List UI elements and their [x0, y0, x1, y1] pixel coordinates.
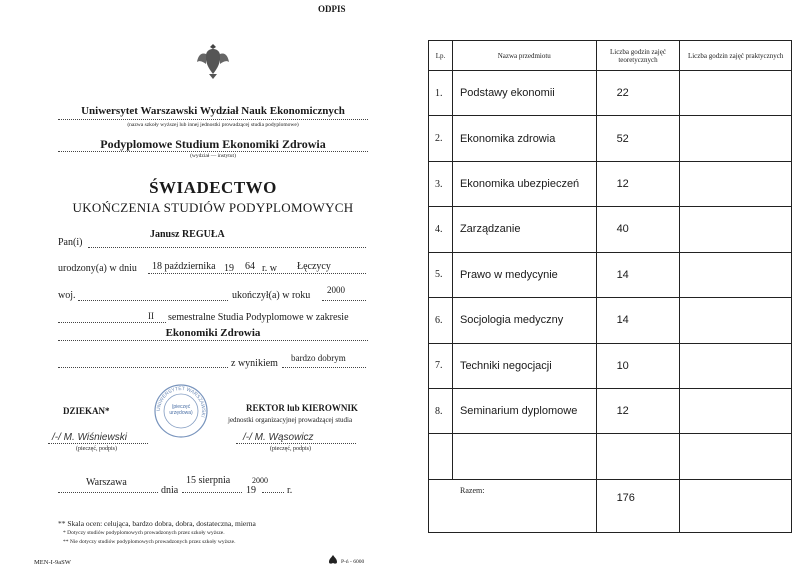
row-subject [452, 434, 596, 479]
row-subject: Techniki negocjacji [452, 343, 596, 388]
dotted-line [88, 247, 366, 248]
dotted-line [78, 300, 228, 301]
row-lp: 5. [429, 252, 453, 297]
table-row [429, 252, 792, 297]
woj-label: woj. [58, 290, 76, 301]
table-row [429, 343, 792, 388]
born-year: 64 [245, 261, 255, 272]
born-in-label: r. w [262, 263, 277, 274]
faculty-name: Podyplomowe Studium Ekonomiki Zdrowia [100, 137, 326, 151]
result-value: bardzo dobrym [291, 353, 346, 363]
row-practice-hours [680, 388, 792, 433]
row-practice-hours [680, 207, 792, 252]
table-row [429, 298, 792, 343]
header-theory-hours: Liczba godzin zajęć teoretycznych [596, 41, 680, 71]
row-lp: 4. [429, 207, 453, 252]
issue-date: 15 sierpnia [186, 475, 231, 486]
dotted-line [182, 492, 242, 493]
row-lp [429, 434, 453, 479]
university-name: Uniwersytet Warszawski Wydział Nauk Ekonomicznych [81, 105, 345, 117]
row-lp: 3. [429, 161, 453, 206]
dotted-line [58, 151, 368, 152]
born-place: Łęczycy [297, 261, 331, 272]
dotted-line [322, 300, 366, 301]
dotted-line [262, 492, 284, 493]
completed-label: ukończył(a) w roku [232, 290, 311, 301]
rector-signature: /-/ M. Wąsowicz [243, 432, 314, 443]
year-prefix: 19 [224, 263, 234, 274]
rector-sign-note: (pieczęć, podpis) [270, 446, 311, 452]
rector-label: REKTOR lub KIEROWNIK [246, 403, 358, 413]
row-subject: Ekonomika ubezpieczeń [452, 161, 596, 206]
document-subtitle: UKOŃCZENIA STUDIÓW PODYPLOMOWYCH [72, 200, 354, 215]
table-row-empty [429, 434, 792, 479]
dotted-line [282, 367, 366, 368]
row-practice-hours [680, 298, 792, 343]
rector-note: jednostki organizacyjnej prowadzącej studia [228, 416, 353, 424]
issue-year: 2000 [252, 476, 268, 485]
faculty-note: (wydział — instytut) [190, 153, 236, 159]
row-practice-hours [680, 252, 792, 297]
holder-name: Janusz REGUŁA [150, 229, 225, 240]
row-lp: 1. [429, 71, 453, 116]
row-lp: 7. [429, 343, 453, 388]
row-practice-hours [680, 116, 792, 161]
dotted-line [58, 322, 166, 323]
row-lp: 2. [429, 116, 453, 161]
born-label: urodzony(a) w dniu [58, 263, 137, 274]
footnote-2: ** Nie dotyczy studiów podyplomowych prowadzonych przez szkoły wyższe. [63, 539, 236, 545]
document-title: ŚWIADECTWO [149, 178, 277, 197]
dotted-line [148, 273, 366, 274]
header-practice-hours: Liczba godzin zajęć praktycznych [680, 41, 792, 71]
university-note: (nazwa szkoły wyższej lub innej jednostki prowadzącej studia podyplomowe) [127, 122, 299, 128]
row-subject: Ekonomika zdrowia [452, 116, 596, 161]
row-subject: Zarządzanie [452, 207, 596, 252]
semesters-text: semestralne Studia Podyplomowe w zakresie [168, 312, 349, 323]
row-theory-hours: 40 [596, 207, 680, 252]
print-code: P-ń - 6000 [341, 559, 365, 565]
dnia-label: dnia [161, 485, 179, 496]
study-field: Ekonomiki Zdrowia [165, 327, 261, 339]
row-theory-hours: 14 [596, 298, 680, 343]
table-row [429, 116, 792, 161]
dotted-line [48, 443, 148, 444]
row-theory-hours: 22 [596, 71, 680, 116]
total-practice-hours [680, 479, 792, 532]
row-practice-hours [680, 71, 792, 116]
row-subject: Prawo w medycynie [452, 252, 596, 297]
dotted-line [58, 119, 368, 120]
row-theory-hours: 14 [596, 252, 680, 297]
table-row [429, 71, 792, 116]
odpis-label: ODPIS [318, 4, 346, 14]
table-row [429, 207, 792, 252]
row-practice-hours [680, 161, 792, 206]
dotted-line [58, 492, 158, 493]
header-lp: Lp. [429, 41, 453, 71]
dean-sign-note: (pieczęć, podpis) [76, 446, 117, 452]
row-lp: 6. [429, 298, 453, 343]
subjects-table [428, 40, 792, 533]
pan-label: Pan(i) [58, 237, 83, 248]
dotted-line [58, 367, 228, 368]
dean-signature: /-/ M. Wiśniewski [52, 432, 127, 443]
footnote-grades: ** Skala ocen: celująca, bardzo dobra, dobra, dostateczna, mierna [58, 519, 256, 528]
dean-label: DZIEKAN* [63, 406, 110, 416]
row-subject: Seminarium dyplomowe [452, 388, 596, 433]
table-header-row [429, 41, 792, 71]
semesters-count: II [148, 311, 154, 321]
row-theory-hours: 12 [596, 161, 680, 206]
born-date: 18 października [152, 261, 216, 272]
row-theory-hours: 12 [596, 388, 680, 433]
footnote-1: * Dotyczy studiów podyplomowych prowadzonych przez szkoły wyższe. [63, 530, 225, 536]
row-theory-hours [596, 434, 680, 479]
printer-mark-icon [328, 554, 338, 565]
row-practice-hours [680, 343, 792, 388]
row-subject: Socjologia medyczny [452, 298, 596, 343]
dotted-line [58, 340, 368, 341]
header-subject: Nazwa przedmiotu [452, 41, 596, 71]
issue-year-prefix: 19 [246, 485, 256, 496]
row-subject: Podstawy ekonomii [452, 71, 596, 116]
form-code: MEN-I-9aSW [34, 559, 71, 566]
svg-text:UNIWERSYTET WARSZAWSKI: UNIWERSYTET WARSZAWSKI [155, 385, 207, 419]
total-label: Razem: [429, 479, 597, 532]
total-theory-hours: 176 [596, 479, 680, 532]
completed-year: 2000 [327, 285, 345, 295]
row-theory-hours: 10 [596, 343, 680, 388]
row-theory-hours: 52 [596, 116, 680, 161]
eagle-emblem-icon [196, 40, 230, 80]
result-label: z wynikiem [231, 358, 278, 369]
row-lp: 8. [429, 388, 453, 433]
row-practice-hours [680, 434, 792, 479]
table-row [429, 161, 792, 206]
table-total-row [429, 479, 792, 532]
table-row [429, 388, 792, 433]
dotted-line [236, 443, 356, 444]
year-suffix: r. [287, 485, 293, 496]
issue-place: Warszawa [86, 477, 127, 488]
stamp-center-text: (pieczęć urzędowa) [169, 404, 193, 416]
